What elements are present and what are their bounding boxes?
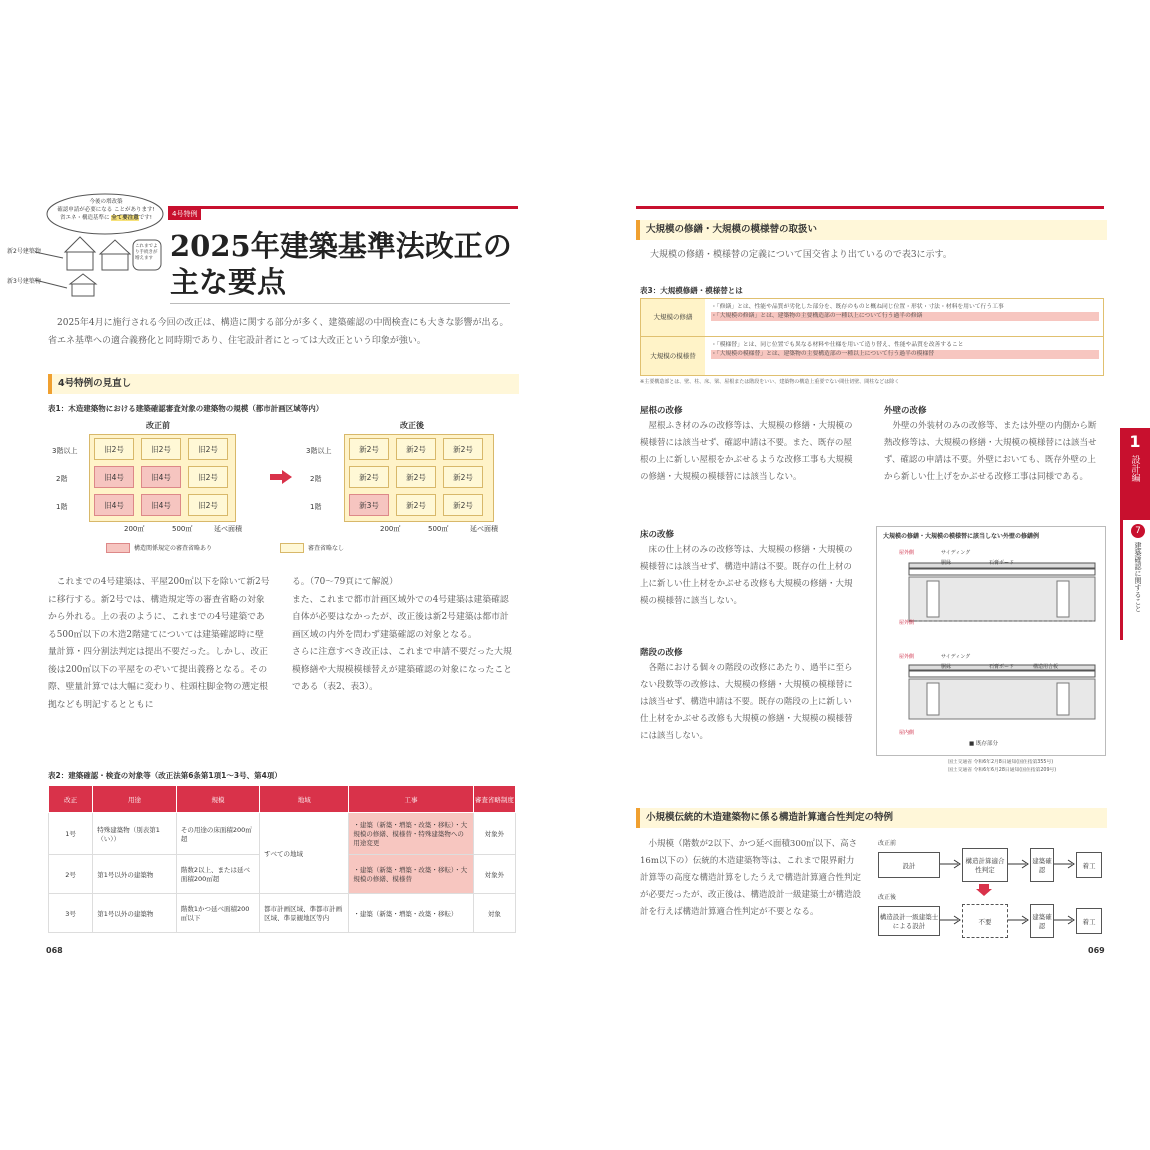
table3 <box>640 298 1104 376</box>
before-cell: 旧2号 <box>94 438 134 460</box>
row-label-3f: 3階以上 <box>52 447 78 455</box>
table2-cell: すべての地域 <box>260 813 349 894</box>
upper-label: 屋外側 <box>899 620 915 626</box>
section-heading-traditional-wood: 小規模伝統的木造建築物に係る構造計算適合性判定の特例 <box>636 808 1107 828</box>
flow-before-step: 着工 <box>1076 852 1102 878</box>
table2-cell: 第1号以外の建築物 <box>93 855 177 894</box>
after-cell: 新2号 <box>443 438 483 460</box>
table-row <box>49 813 516 855</box>
illustration-side-note: これまでより手続きが増えます <box>135 244 158 261</box>
body-column-2: る。（70〜79頁にて解説） また、これまで都市計画区域外での4号建築は建築確認自体が必要はなかったが、改正後は新2号建築は都市計画区域の内外を問わず建築確認の対象となる。 さらに注意すべき改正は、これまで申請不要だった大規模修繕や大規模模様替えが建築確認の対象になったことである（表2、表3）。 <box>292 577 512 692</box>
row-label-1f-after: 1階 <box>310 503 322 511</box>
table2-cell: 都市計画区域、準都市計画区域、準景観地区等内 <box>260 894 349 933</box>
table2-cell: 特殊建築物（別表第1（い）） <box>93 813 177 855</box>
wall-text: 外壁の外装材のみの改修等、または外壁の内側から断熱改修等は、大規模の修繕・大規模の模様替には該当せず、確認の申請は不要。外壁においても、既存外壁の上から新しい仕上げをかぶせる改修工事は同様である。 <box>884 421 1097 482</box>
wall-diagram-caption: 大規模の修繕・大規模の模様替に該当しない外壁の修繕例 <box>883 533 1040 540</box>
table2-header: 規模 <box>176 786 259 813</box>
after-cell: 新2号 <box>396 466 436 488</box>
table2-cell: 対象外 <box>473 813 515 855</box>
intro-paragraph: 2025年4月に施行される今回の改正は、構造に関する部分が多く、建築確認の中間検査にも大きな影響が出る。省エネ基準への適合義務化と同時期であり、住宅設計者にとっては大改正という印象が強い。 <box>48 318 509 346</box>
before-cell: 旧2号 <box>188 438 228 460</box>
table2-cell: 2号 <box>49 855 93 894</box>
before-cell: 旧4号 <box>141 466 181 488</box>
table3-row1-line1: ・「修繕」とは、性能や品質が劣化した部分を、既存のものと概ね同じ位置・形状・寸法・材料を用いて行う工事 <box>711 304 1004 310</box>
before-cell: 旧4号 <box>94 494 134 516</box>
legend-yellow-label: 審査省略なし <box>308 545 345 552</box>
chapter-label: 設計編 <box>1129 455 1140 482</box>
table3-row2-line2: ・「大規模の模様替」とは、建築物の主要構造部の一種以上について行う過半の模様替 <box>711 350 1099 359</box>
section-heading-large-repair: 大規模の修繕・大規模の模様替の取扱い <box>636 220 1107 240</box>
page-title <box>170 228 515 300</box>
page-number-right: 069 <box>1088 946 1105 955</box>
house-label-top: 新2号建築物 <box>7 248 41 255</box>
legend-red-swatch <box>106 543 130 553</box>
x-label-area: 延べ面積 <box>214 525 242 533</box>
table2-cell: ・建築（新築・増築・改築・移転）・大規模の修繕、模様替 <box>349 855 473 894</box>
x-label-200: 200㎡ <box>124 525 145 533</box>
lower-label: 屋外側 <box>899 654 915 660</box>
table1-after-label: 改正後 <box>400 421 424 430</box>
flow-after-step: 構造設計一級建築士による設計 <box>878 906 940 936</box>
table2-cell: 階数2以上、または延べ面積200㎡超 <box>176 855 259 894</box>
table3-row2-label: 大規模の模様替 <box>641 337 705 375</box>
after-cell: 新2号 <box>396 438 436 460</box>
lower-label: 構造用合板 <box>1033 664 1059 670</box>
wall-diagram <box>876 526 1106 756</box>
flow-after-label: 改正後 <box>878 894 897 901</box>
title-line-1: 2025年建築基準法改正の <box>170 229 512 263</box>
before-cell: 旧2号 <box>141 438 181 460</box>
diagram-source-1: 国土交通省 令和6年2月8日通知(国住指第355号) <box>948 760 1054 765</box>
lower-label: 石膏ボード <box>989 664 1015 670</box>
table3-caption: 表3：大規模修繕・模様替とは <box>640 286 743 295</box>
before-cell: 旧2号 <box>188 466 228 488</box>
after-cell: 新3号 <box>349 494 389 516</box>
table2 <box>48 785 516 933</box>
before-cell: 旧2号 <box>188 494 228 516</box>
table3-note: ※主要構造部とは、壁、柱、床、梁、屋根または階段をいい、建築物の構造上重要でない間仕切壁、間柱などは除く <box>640 379 900 385</box>
table2-cell: 対象 <box>473 894 515 933</box>
upper-label: 胴縁 <box>941 560 952 566</box>
flow-before-step: 構造計算適合性判定 <box>962 848 1008 882</box>
table2-cell: 対象外 <box>473 855 515 894</box>
bubble-line-2: 確認申請が必要になる <box>57 207 113 213</box>
table2-cell: 第1号以外の建築物 <box>93 894 177 933</box>
wall-section-upper <box>887 555 1099 635</box>
roof-text: 屋根ふき材のみの改修等は、大規模の修繕・大規模の模様替には該当せず、確認申請は不要。また、既存の屋根の上に新しい屋根をかぶせるような改修工事も大規模の修繕・大規模の模様替には該当しない。 <box>640 421 853 482</box>
table2-cell: 1号 <box>49 813 93 855</box>
arrow-right-icon <box>270 470 292 484</box>
before-cell: 旧4号 <box>94 466 134 488</box>
section-number: 7 <box>1131 524 1145 538</box>
row-label-1f: 1階 <box>56 503 68 511</box>
section-label: 建築確認に関すること <box>1134 542 1142 612</box>
page-number-left: 068 <box>46 946 63 955</box>
table-row <box>49 894 516 933</box>
legend-yellow-swatch <box>280 543 304 553</box>
section-b-text: 小規模（階数が2以下、かつ延べ面積300㎡以下、高さ16m以下の）伝統的木造建築物等は、これまで限界耐力計算等の高度な構造計算をしたうえで構造計算適合性判定が必要だったが、改正後は、構造設計一級建築士が構造設計を行えば構造計算適合性判定が不要となる。 <box>640 839 862 917</box>
legend-red-label: 構造関係規定の審査省略あり <box>134 545 213 552</box>
chapter-side-tab <box>1120 428 1150 520</box>
flow-arrows-after <box>938 914 1078 926</box>
lower-label: サイディング <box>941 654 971 660</box>
bubble-line-1: 今後の増改築 <box>89 199 123 205</box>
before-cell: 旧4号 <box>141 494 181 516</box>
table3-row1-line2: ・「大規模の修繕」とは、建築物の主要構造部の一種以上について行う過半の修繕 <box>711 312 1099 321</box>
table2-caption: 表2：建築確認・検査の対象等（改正法第6条第1項1〜3号、第4項） <box>48 771 282 780</box>
row-label-3f-after: 3階以上 <box>306 447 332 455</box>
flow-before-step: 建築確認 <box>1030 848 1054 882</box>
flow-after-step: 建築確認 <box>1030 904 1054 938</box>
after-cell: 新2号 <box>443 494 483 516</box>
section-side-tab <box>1120 520 1150 640</box>
lower-label: 屋内側 <box>899 730 915 736</box>
table2-cell: ・建築（新築・増築・改築・移転） <box>349 894 473 933</box>
flow-after-step: 着工 <box>1076 908 1102 934</box>
table2-header: 用途 <box>93 786 177 813</box>
left-header-rule <box>168 206 518 209</box>
upper-label: サイディング <box>941 550 971 556</box>
diagram-legend: ■ 既存部分 <box>969 741 998 747</box>
table3-row1-label: 大規模の修繕 <box>641 299 705 337</box>
body-column-1: これまでの4号建築は、平屋200㎡以下を除いて新2号に移行する。新2号では、構造規定等の審査省略の対象から外れる。上の表のように、これまでの4号建築である500㎡以下の木造2階建てについては建築確認時に壁量計算・四分割法判定は提出不要だった。しかし、改正後は200㎡以下の平屋をのぞいて提出義務となる。その際、壁量計算では大幅に変わり、柱頭柱脚金物の選定根拠なども明記するとともに <box>48 577 270 710</box>
title-line-2: 主な要点 <box>170 265 287 299</box>
table3-row2-line1: ・「模様替」とは、同じ位置でも異なる材料や仕様を用いて造り替え、性能や品質を改善すること <box>711 342 964 348</box>
flow-before-step: 設計 <box>878 852 940 878</box>
illustration <box>5 192 165 302</box>
x-label-area-after: 延べ面積 <box>470 525 498 533</box>
upper-label: 石膏ボード <box>989 560 1015 566</box>
house-label-bottom: 新3号建築物 <box>7 278 41 285</box>
right-header-rule <box>636 206 1104 209</box>
bubble-line-6: です! <box>138 215 152 221</box>
after-cell: 新2号 <box>396 494 436 516</box>
after-cell: 新2号 <box>349 466 389 488</box>
flow-after-step: 不要 <box>962 904 1008 938</box>
category-tag: 4号特例 <box>168 208 201 220</box>
stair-text: 各階における個々の階段の改修にあたり、過半に至らない段数等の改修は、大規模の修繕・大規模の模様替には該当せず、構造申請は不要。既存の階段の上に新しい仕上材をかぶせる改修も大規模の修繕・大規模の模様替には該当しない。 <box>640 663 853 741</box>
table2-header: 地域 <box>260 786 349 813</box>
after-cell: 新2号 <box>443 466 483 488</box>
flow-arrows-before <box>938 858 1078 870</box>
floor-heading: 床の改修 <box>640 530 675 540</box>
table2-cell: 階数1かつ延べ面積200㎡以下 <box>176 894 259 933</box>
stair-heading: 階段の改修 <box>640 648 683 658</box>
table2-cell: ・建築（新築・増築・改築・移転）・大規模の修繕、模様替・特殊建築物への用途変更 <box>349 813 473 855</box>
x-label-500: 500㎡ <box>172 525 193 533</box>
wall-heading: 外壁の改修 <box>884 406 927 416</box>
upper-label: 屋外側 <box>899 550 915 556</box>
table1-caption: 表1：木造建築物における建築確認審査対象の建築物の規模（都市計画区域等内） <box>48 404 324 413</box>
table2-cell: 3号 <box>49 894 93 933</box>
table1-before-label: 改正前 <box>146 421 170 430</box>
x-label-500-after: 500㎡ <box>428 525 449 533</box>
bubble-line-5: 全て要注意 <box>111 215 139 221</box>
section-a-text: 大規模の修繕・模様替の定義について国交省より出ているので表3に示す。 <box>650 250 952 260</box>
table2-header: 審査省略制度 <box>473 786 515 813</box>
x-label-200-after: 200㎡ <box>380 525 401 533</box>
section-heading-4go: 4号特例の見直し <box>48 374 519 394</box>
row-label-2f-after: 2階 <box>310 475 322 483</box>
table2-header: 改正 <box>49 786 93 813</box>
flow-before-label: 改正前 <box>878 840 897 847</box>
table2-cell: その用途の床面積200㎡超 <box>176 813 259 855</box>
row-label-2f: 2階 <box>56 475 68 483</box>
bubble-line-3: ことがあります! <box>114 207 155 213</box>
floor-text: 床の仕上材のみの改修等は、大規模の修繕・大規模の模様替には該当せず、構造申請は不要。既存の仕上材の上に新しい仕上材をかぶせる改修も大規模の修繕・大規模の模様替に該当しない。 <box>640 545 853 606</box>
diagram-source-2: 国土交通省 令和6年6月28日通知(国住指第209号) <box>948 768 1057 773</box>
bubble-line-4: 省エネ・構造基準に <box>60 215 110 221</box>
down-arrow-icon <box>976 884 992 896</box>
lower-label: 胴縁 <box>941 664 952 670</box>
table2-header: 工事 <box>349 786 473 813</box>
after-cell: 新2号 <box>349 438 389 460</box>
chapter-number: 1 <box>1129 432 1141 451</box>
roof-heading: 屋根の改修 <box>640 406 683 416</box>
